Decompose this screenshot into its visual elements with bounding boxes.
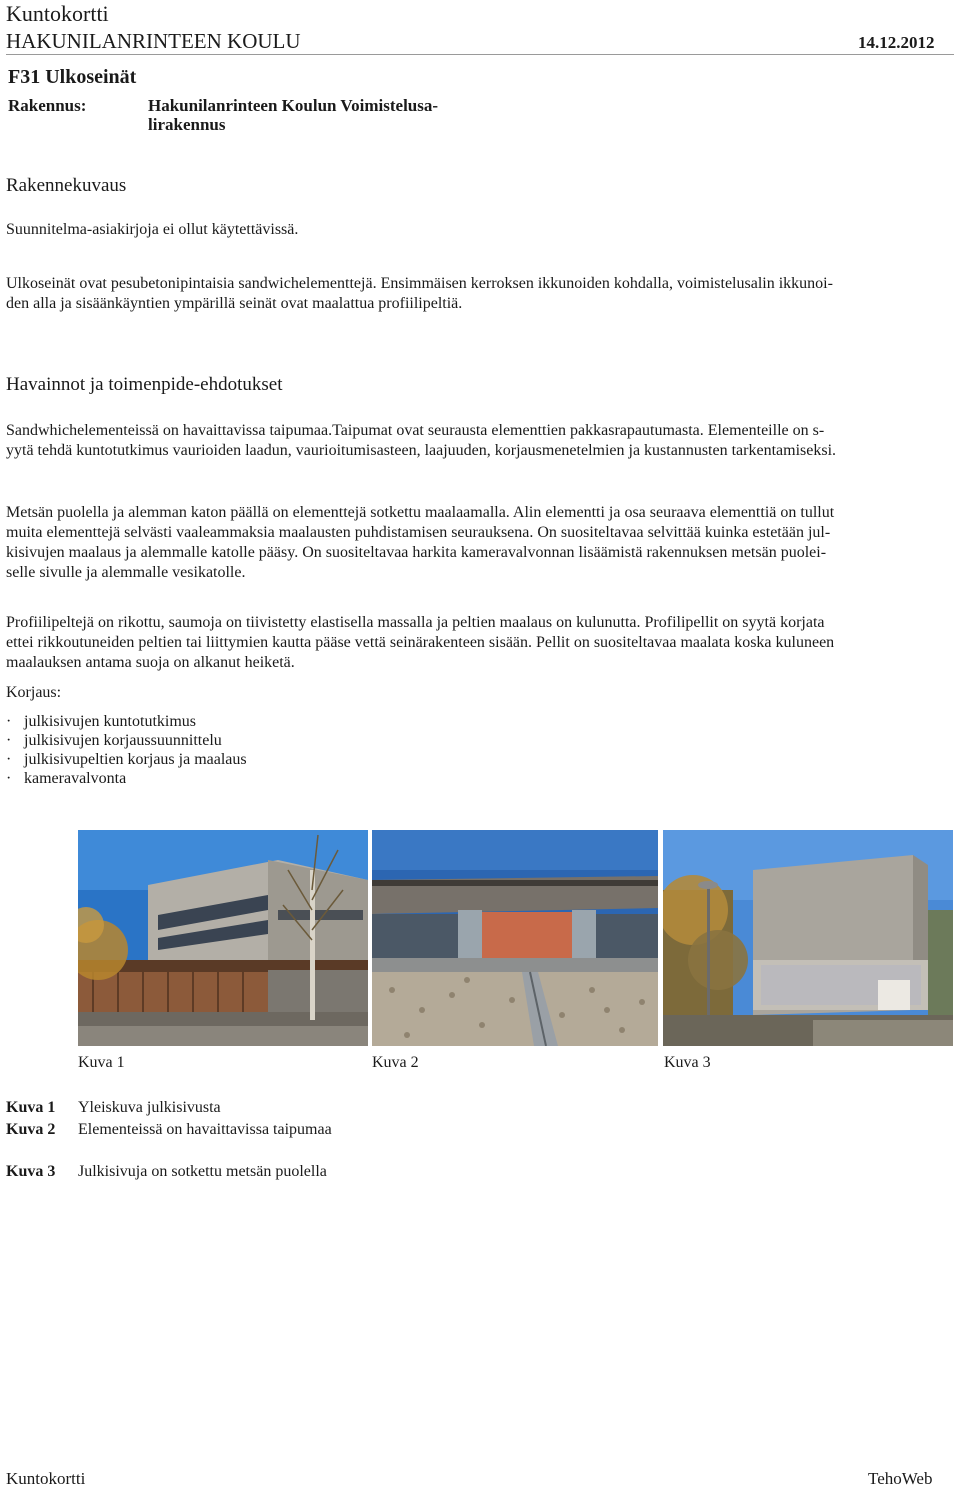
photo-3-caption: Kuva 3 [664,1054,711,1071]
photo-description-key: Kuva 1 [6,1099,56,1116]
footer-right: TehoWeb [868,1469,933,1488]
text-line: maalauksen antama suoja on alkanut heiketä. [6,654,295,671]
header-rule [6,54,954,55]
photo-description-text: Yleiskuva julkisivusta [78,1099,221,1116]
photo-description-key: Kuva 3 [6,1163,56,1180]
list-item: · julkisivujen kuntotutkimus [6,713,197,730]
photo-description-text: Elementeissä on havaittavissa taipumaa [78,1121,332,1138]
text-line: kisivujen maalaus ja alemmalle katolle pääsy. On suositeltavaa harkita kameravalvonnan lisäämistä rakennuksen metsän puolei- [6,544,827,561]
footer-left: Kuntokortti [6,1469,86,1488]
doc-type-title: Kuntokortti [6,1,109,26]
findings-paragraph-2 [6,503,834,583]
structure-paragraph-2 [6,274,833,314]
building-value-line2: lirakennus [148,115,226,134]
text-line: den alla ja sisäänkäyntien ympärillä seinät ovat maalattua profiilipeltiä. [6,295,463,312]
building-value-line1: Hakunilanrinteen Koulun Voimistelusa- [148,96,439,115]
findings-paragraph-1 [6,421,836,461]
findings-paragraph-3 [6,613,834,673]
bullet: · [6,732,12,749]
text-line: Profiilipeltejä on rikottu, saumoja on tiivistetty elastisella massalla ja peltien maalaus on kulunutta. Profilipellit on syytä korjata [6,614,825,631]
photo-3-forest-side-facade [663,830,953,1046]
list-item: · julkisivujen korjaussuunnittelu [6,732,222,749]
school-name: HAKUNILANRINTEEN KOULU [6,29,301,53]
photo-description-key: Kuva 2 [6,1121,56,1138]
photo-1-caption: Kuva 1 [78,1054,125,1071]
structure-paragraph-1: Suunnitelma-asiakirjoja ei ollut käytettävissä. [6,221,299,238]
report-date: 14.12.2012 [858,33,935,52]
list-item: · julkisivupeltien korjaus ja maalaus [6,751,247,768]
text-line: Metsän puolella ja alemman katon päällä on elementtejä sotkettu maalaamalla. Alin elementti ja osa seuraava elementtiä on tullut [6,504,835,521]
bullet: · [6,751,12,768]
photo-2-element-closeup [372,830,658,1046]
list-item: · kameravalvonta [6,770,127,787]
photo-description-text: Julkisivuja on sotkettu metsän puolella [78,1163,327,1180]
repair-label: Korjaus: [6,684,62,701]
bullet: · [6,713,12,730]
text-line: yytä tehdä kuntotutkimus vaurioiden laadun, vaurioitumisasteen, laajuuden, korjausmenetelmien ja kustannusten tarkentamiseksi. [6,442,837,459]
text-line: ettei rikkoutuneiden peltien tai liittymien kautta pääse vettä seinärakenteen sisään. Pellit on suositeltavaa maalata koska kuluneen [6,634,835,651]
findings-heading: Havainnot ja toimenpide-ehdotukset [6,374,283,395]
building-label: Rakennus: [8,96,87,115]
repair-list [6,712,247,788]
text-line: Ulkoseinät ovat pesubetonipintaisia sandwichelementtejä. Ensimmäisen kerroksen ikkunoiden kohdalla, voimistelusalin ikkunoi- [6,275,833,292]
photo-1-building-overview [78,830,368,1046]
card-code-title: F31 Ulkoseinät [8,66,137,88]
text-line: muita elementtejä selvästi vaaleammaksia maalausten puhdistamisen seurauksena. On suositeltavaa selvittää kuinka estetään jul- [6,524,831,541]
text-line: Sandwhichelementeissä on havaittavissa taipumaa.Taipumat ovat seurausta elementtien pakkasrapautumasta. Elementeille on s- [6,422,825,439]
text-line: selle sivulle ja alemmalle vesikatolle. [6,564,246,581]
structure-heading: Rakennekuvaus [6,175,127,196]
bullet: · [6,770,12,787]
photo-2-caption: Kuva 2 [372,1054,419,1071]
